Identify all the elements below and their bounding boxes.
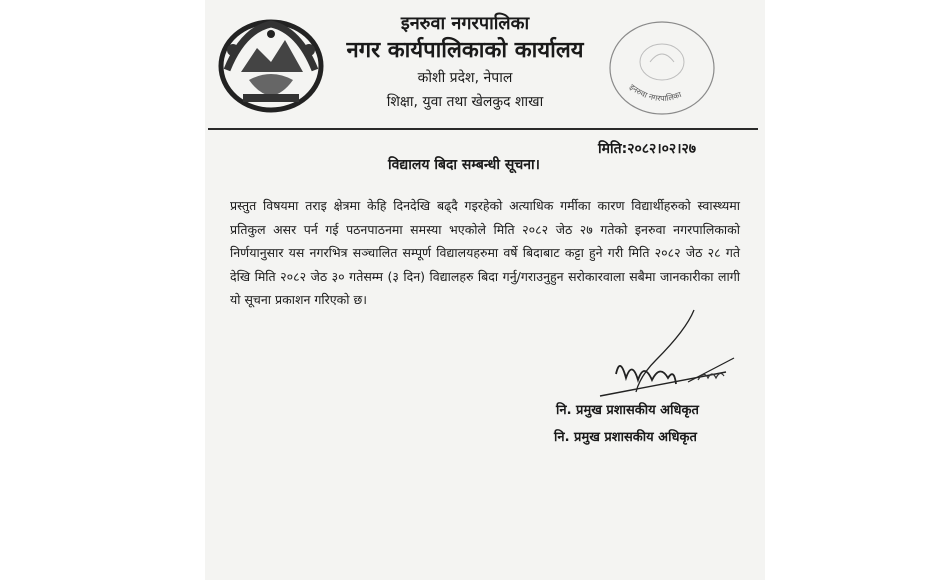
province-line: कोशी प्रदेश, नेपाल (417, 70, 513, 86)
office-name: नगर कार्यपालिकाको कार्यालय (346, 38, 584, 63)
seal-text: इनरुवा नगरपालिका (627, 82, 683, 104)
office-header (330, 12, 600, 114)
header-divider (208, 128, 758, 130)
office-seal-stamp (606, 18, 718, 118)
handwritten-signature (576, 300, 776, 410)
municipality-name: इनरुवा नगरपालिका (400, 13, 530, 34)
letter-date: मिति:२०८२।०२।२७ (598, 141, 697, 157)
section-name: शिक्षा, युवा तथा खेलकुद शाखा (386, 94, 544, 110)
nepal-emblem-icon (213, 10, 329, 114)
signatory-title-handwritten: नि. प्रमुख प्रशासकीय अधिकृत (554, 430, 697, 445)
notice-body: प्रस्तुत विषयमा तराइ क्षेत्रमा केहि दिनदेखि बढ्दै गइरहेको अत्याधिक गर्मीका कारण विद्यार्थीहरुको स्वास्थ्यमा प्रतिकुल असर पर्न गई पठनपाठनमा समस्या भएकोले मिति २०८२ जेठ २७ गतेको इनरुवा नगरपालिकाको निर्णयानुसार यस नगरभित्र सञ्चालित सम्पूर्ण विद्यालयहरुमा वर्षे बिदाबाट कट्टा हुने गरी मिति २०८२ जेठ २८ गते देखि मिति २०८२ जेठ ३० गतेसम्म (३ दिन) विद्यालहरु बिदा गर्नु/गराउनुहुन सरोकारवाला सबैमा जानकारीका लागी यो सूचना प्रकाशन गरिएको छ। (230, 198, 740, 307)
signatory-title: नि. प्रमुख प्रशासकीय अधिकृत (556, 403, 699, 418)
notice-subject: विद्यालय बिदा सम्बन्धी सूचना। (388, 157, 540, 173)
